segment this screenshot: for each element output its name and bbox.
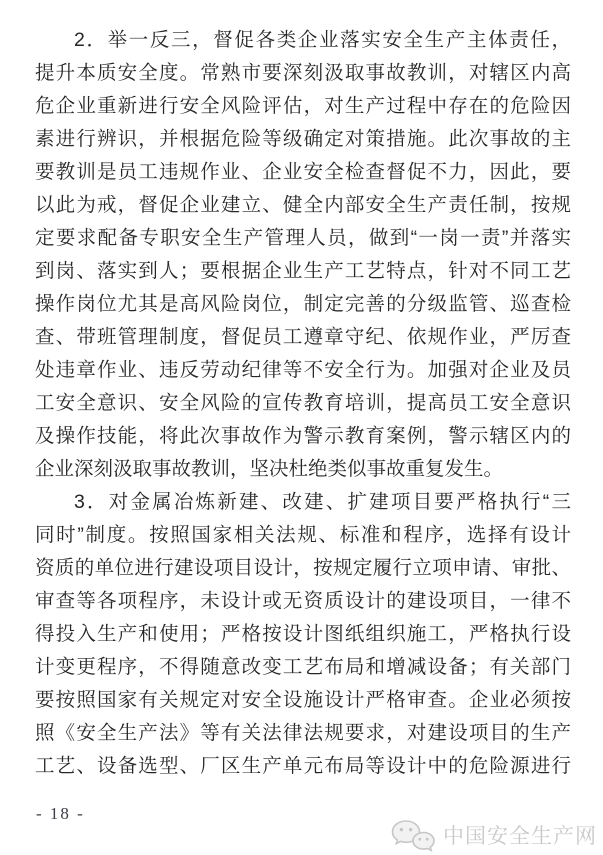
- text-line: 资质的单位进行建设项目设计，按规定履行立项申请、审批、: [35, 557, 571, 579]
- text-line: 照《安全生产法》等有关法律法规要求，对建设项目的生产: [35, 722, 571, 744]
- text-line: 查、带班管理制度，督促员工遵章守纪、依规作业，严厉查: [35, 326, 571, 348]
- text-line: 危企业重新进行安全风险评估，对生产过程中存在的危险因: [35, 95, 571, 117]
- text-line: 工艺、设备选型、厂区生产单元布局等设计中的危险源进行: [35, 755, 571, 777]
- text-line: 操作岗位尤其是高风险岗位，制定完善的分级监管、巡查检: [35, 293, 571, 315]
- paragraph-1: [35, 24, 571, 486]
- paragraph-2: [35, 486, 571, 783]
- text-line: 工安全意识、安全风险的宣传教育培训，提高员工安全意识: [35, 392, 571, 414]
- text-line: 以此为戒，督促企业建立、健全内部安全生产责任制，按规: [35, 194, 571, 216]
- watermark: [390, 818, 597, 852]
- document-body: [35, 24, 571, 783]
- text-line: 企业深刻汲取事故教训，坚决杜绝类似事故重复发生。: [35, 458, 504, 480]
- text-line: 审查等各项程序，未设计或无资质设计的建设项目，一律不: [35, 590, 571, 612]
- text-line: 同时”制度。按照国家相关法规、标准和程序，选择有设计: [35, 524, 571, 546]
- text-line: 到岗、落实到人；要根据企业生产工艺特点，针对不同工艺: [35, 260, 571, 282]
- text-line: 素进行辨识，并根据危险等级确定对策措施。此次事故的主: [35, 128, 571, 150]
- text-line: 处违章作业、违反劳动纪律等不安全行为。加强对企业及员: [35, 359, 571, 381]
- wechat-icon: [390, 818, 436, 852]
- text-line: 得投入生产和使用；严格按设计图纸组织施工，严格执行设: [35, 623, 571, 645]
- text-line: 定要求配备专职安全生产管理人员，做到“一岗一责”并落实: [35, 227, 571, 249]
- text-line: 3．对金属冶炼新建、改建、扩建项目要严格执行“三: [74, 491, 571, 513]
- text-line: 要按照国家有关规定对安全设施设计严格审查。企业必须按: [35, 689, 571, 711]
- text-line: 要教训是员工违规作业、企业安全检查督促不力，因此，要: [35, 161, 571, 183]
- watermark-text: 中国安全生产网: [443, 825, 597, 848]
- text-line: 计变更程序，不得随意改变工艺布局和增减设备；有关部门: [35, 656, 571, 678]
- page-number: - 18 -: [36, 804, 85, 823]
- text-line: 2．举一反三，督促各类企业落实安全生产主体责任，: [74, 29, 571, 51]
- text-line: 及操作技能，将此次事故作为警示教育案例，警示辖区内的: [35, 425, 571, 447]
- text-line: 提升本质安全度。常熟市要深刻汲取事故教训，对辖区内高: [35, 62, 571, 84]
